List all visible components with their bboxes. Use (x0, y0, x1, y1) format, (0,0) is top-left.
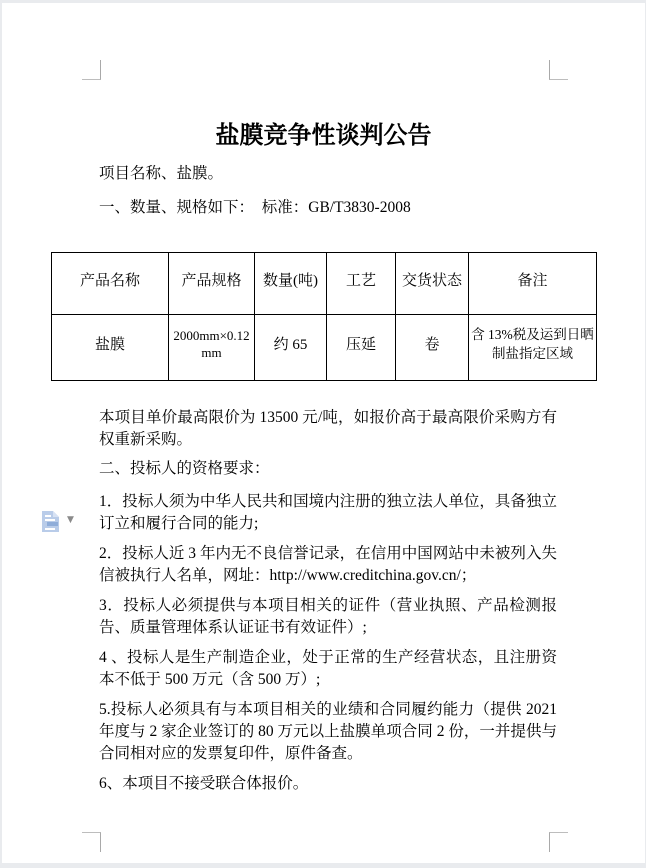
paragraph-requirement-4: 4 、投标人是生产制造企业，处于正常的生产经营状态，且注册资本不低于 500 万元（含 500 万）; (99, 649, 557, 688)
header-product-name: 产品名称 (52, 253, 169, 315)
cell-product-spec: 2000mm×0.12mm (169, 315, 255, 381)
header-process: 工艺 (327, 253, 396, 315)
paste-options-icon[interactable] (40, 510, 61, 534)
cell-quantity: 约 65 (255, 315, 327, 381)
paste-options-button[interactable] (40, 508, 84, 534)
product-table (51, 252, 597, 381)
document-page (2, 3, 645, 863)
cell-product-name: 盐膜 (52, 315, 169, 381)
paragraph-requirement-3: 3．投标人必须提供与本项目相关的证件（营业执照、产品检测报告、质量管理体系认证证书有效证件）; (99, 597, 557, 636)
crop-mark-top-left (82, 60, 101, 80)
project-name-line: 项目名称、盐膜。 (99, 165, 224, 182)
cell-process: 压延 (327, 315, 396, 381)
paragraph-requirement-1: 1．投标人须为中华人民共和国境内注册的独立法人单位，具备独立订立和履行合同的能力; (99, 493, 557, 532)
header-remark: 备注 (469, 253, 597, 315)
paragraph-requirement-6: 6、本项目不接受联合体报价。 (99, 775, 309, 792)
paragraph-section-two: 二、投标人的资格要求： (99, 460, 270, 477)
header-quantity: 数量(吨) (255, 253, 327, 315)
cell-delivery-state: 卷 (396, 315, 469, 381)
document-body (99, 407, 561, 795)
table-data-row (52, 315, 597, 381)
table-header-row (52, 253, 597, 315)
paragraph-requirement-2: 2．投标人近 3 年内无不良信誉记录，在信用中国网站中未被列入失信被执行人名单，网址：http://www.creditchina.gov.cn/； (99, 545, 557, 584)
crop-mark-bottom-left (82, 832, 101, 852)
header-product-spec: 产品规格 (169, 253, 255, 315)
paragraph-price-limit: 本项目单价最高限价为 13500 元/吨，如报价高于最高限价采购方有权重新采购。 (99, 409, 557, 448)
header-delivery-state: 交货状态 (396, 253, 469, 315)
paste-options-dropdown-icon[interactable]: ▼ (67, 515, 74, 525)
crop-mark-top-right (549, 60, 568, 80)
crop-mark-bottom-right (549, 832, 568, 852)
section-one-line: 一、数量、规格如下： 标准：GB/T3830-2008 (99, 199, 411, 216)
paragraph-requirement-5: 5.投标人必须具有与本项目相关的业绩和合同履约能力（提供 2021 年度与 2 家企业签订的 80 万元以上盐膜单项合同 2 份，一并提供与合同相对应的发票复印件，原件备查。 (99, 701, 561, 762)
cell-remark: 含 13%税及运到日晒制盐指定区域 (469, 315, 597, 381)
document-title: 盐膜竞争性谈判公告 (215, 123, 432, 149)
